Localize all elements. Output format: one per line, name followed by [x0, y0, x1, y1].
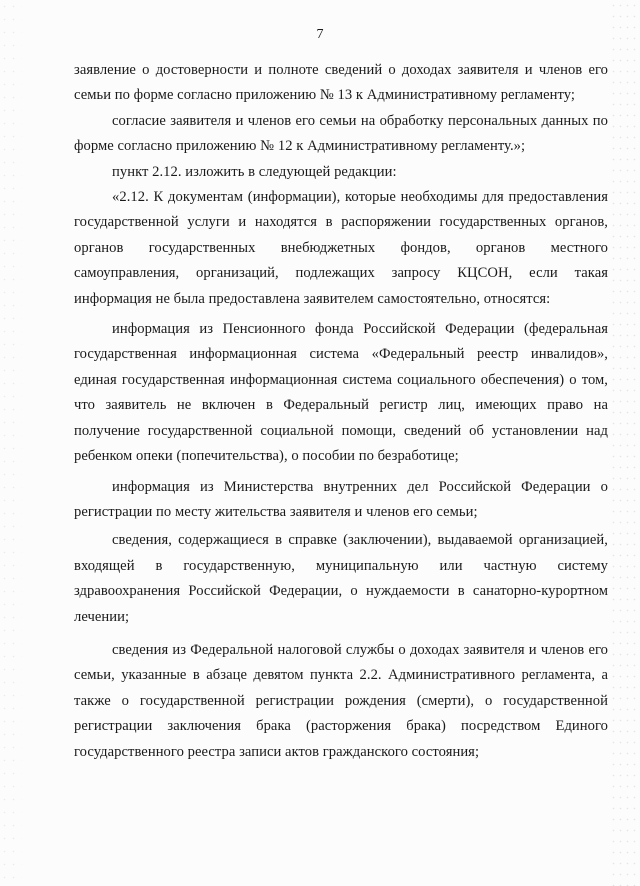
paragraph-3: пункт 2.12. изложить в следующей редакции:: [112, 163, 397, 180]
paragraph-8: сведения из Федеральной налоговой службы о доходах заявителя и членов его семьи, указанные в абзаце девятом пункта 2.2. Административного регламента, а также о государственной регистрации рождения (смерти), о государственной регистрации заключения брака (расторжения брака) посредством Единого государственного реестра записи актов гражданского состояния;: [74, 641, 608, 760]
paragraph-7: сведения, содержащиеся в справке (заключении), выдаваемой организацией, входящей в государственную, муниципальную или частную систему здравоохранения Российской Федерации, о нуждаемости в санаторно-курортном лечении;: [74, 532, 608, 625]
page-number: 7: [316, 27, 324, 42]
paragraph-6: информация из Министерства внутренних дел Российской Федерации о регистрации по месту жительства заявителя и членов его семьи;: [74, 478, 608, 520]
document-body: [74, 58, 608, 765]
paragraph-1: заявление о достоверности и полноте сведений о доходах заявителя и членов его семьи по форме согласно приложению № 13 к Административному регламенту;: [74, 62, 608, 104]
paragraph-2: согласие заявителя и членов его семьи на обработку персональных данных по форме согласно приложению № 12 к Административному регламенту.»;: [74, 112, 608, 155]
scan-noise-right: [610, 0, 640, 886]
scan-noise-left: [0, 0, 22, 886]
paragraph-4: «2.12. К документам (информации), которые необходимы для предоставления государственной услуги и находятся в распоряжении государственных органов, органов государственных внебюджетных фондов, органов местного самоуправления, организаций, подлежащих запросу КЦСОН, если такая информация не была предоставлена заявителем самостоятельно, относятся:: [74, 189, 608, 307]
paragraph-5: информация из Пенсионного фонда Российской Федерации (федеральная государственная информационная система «Федеральный реестр инвалидов», единая государственная информационная система социального обеспечения) о том, что заявитель не включен в Федеральный регистр лиц, имеющих право на получение государственной социальной помощи, сведений об установлении над ребенком опеки (попечительства), о пособии по безработице;: [74, 321, 608, 465]
